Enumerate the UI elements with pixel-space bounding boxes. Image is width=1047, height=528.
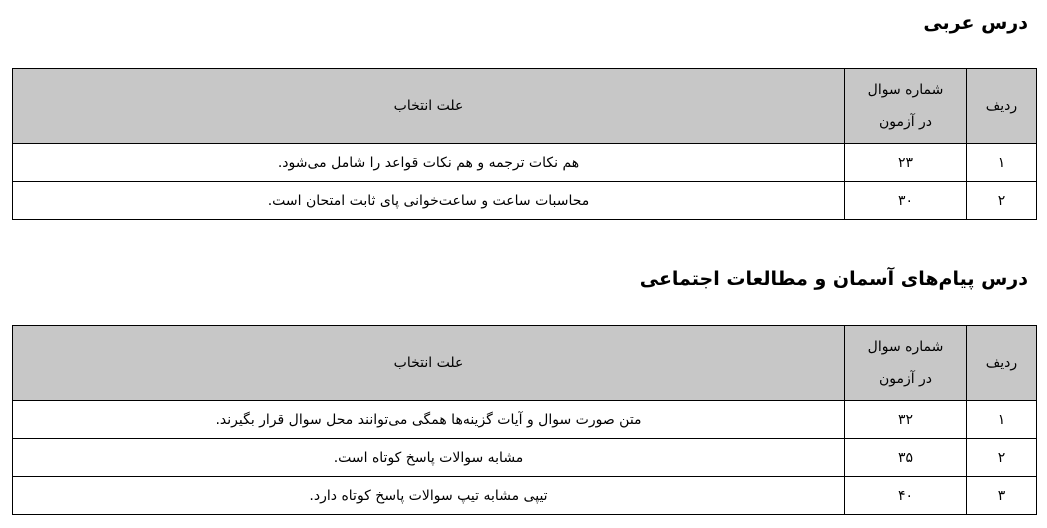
questions-table-arabic: [12, 68, 1037, 220]
question-number-cell: ۳۲: [845, 401, 967, 439]
header-row-number: ردیف: [967, 326, 1037, 401]
row-number-cell: ۱: [967, 144, 1037, 182]
question-number-cell: ۳۰: [845, 182, 967, 220]
header-question-number-line2: در آزمون: [878, 371, 933, 387]
row-number-cell: ۲: [967, 439, 1037, 477]
header-question-number-line1: شماره سوال: [867, 339, 944, 355]
reason-cell: متن صورت سوال و آیات گزینه‌ها همگی می‌توانند محل سوال قرار بگیرند.: [13, 401, 845, 439]
reason-cell: محاسبات ساعت و ساعت‌خوانی پای ثابت امتحان است.: [13, 182, 845, 220]
table-header-row: [13, 326, 1037, 401]
header-question-number-line1: شماره سوال: [867, 82, 944, 98]
header-question-number-line2: در آزمون: [878, 114, 933, 130]
table-row: [13, 182, 1037, 220]
row-number-cell: ۳: [967, 477, 1037, 515]
header-question-number: [845, 69, 967, 144]
section-title-quran-social: درس پیام‌های آسمان و مطالعات اجتماعی: [639, 268, 1028, 290]
question-number-cell: ۲۳: [845, 144, 967, 182]
header-row-number: ردیف: [967, 69, 1037, 144]
row-number-cell: ۱: [967, 401, 1037, 439]
table-row: [13, 477, 1037, 515]
reason-cell: تیپی مشابه تیپ سوالات پاسخ کوتاه دارد.: [13, 477, 845, 515]
table-row: [13, 401, 1037, 439]
questions-table-quran-social: [12, 325, 1037, 515]
table-header-row: [13, 69, 1037, 144]
question-number-cell: ۳۵: [845, 439, 967, 477]
row-number-cell: ۲: [967, 182, 1037, 220]
header-reason: علت انتخاب: [13, 69, 845, 144]
header-reason: علت انتخاب: [13, 326, 845, 401]
table-row: [13, 144, 1037, 182]
question-number-cell: ۴۰: [845, 477, 967, 515]
header-question-number: [845, 326, 967, 401]
reason-cell: هم نکات ترجمه و هم نکات قواعد را شامل می‌شود.: [13, 144, 845, 182]
reason-cell: مشابه سوالات پاسخ کوتاه است.: [13, 439, 845, 477]
table-row: [13, 439, 1037, 477]
section-title-arabic: درس عربی: [923, 12, 1028, 34]
